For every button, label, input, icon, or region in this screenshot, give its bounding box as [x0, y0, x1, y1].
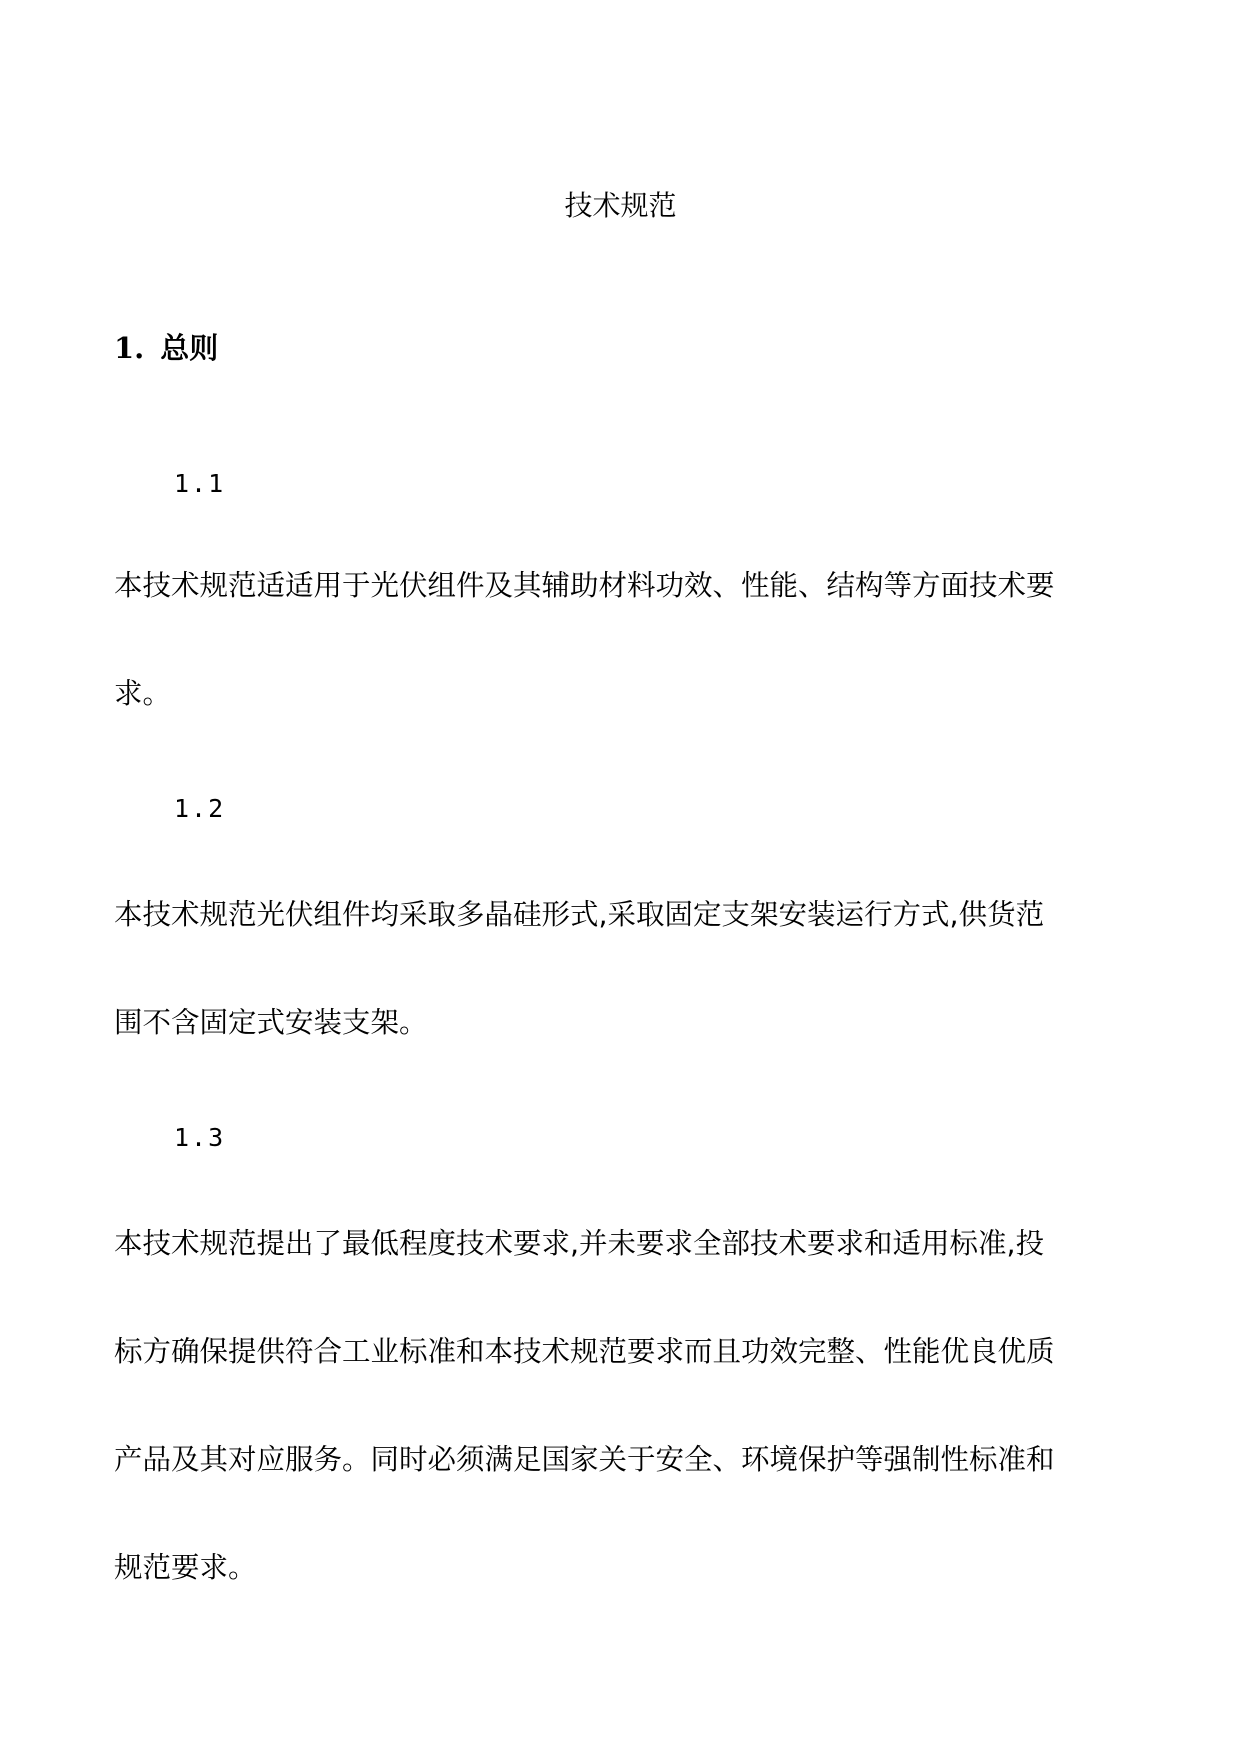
document-title: 技术规范 [564, 189, 677, 222]
paragraph-line: 本技术规范光伏组件均采取多晶硅形式,采取固定支架安装运行方式,供货范 [114, 898, 1045, 931]
section-number: 1. [114, 331, 145, 365]
clause-number: 1.1 [174, 469, 226, 498]
section-heading-text: 总则 [160, 331, 219, 365]
paragraph-line: 规范要求。 [114, 1551, 257, 1584]
paragraph-line: 围不含固定式安装支架。 [114, 1006, 428, 1039]
paragraph-line: 求。 [114, 677, 172, 710]
paragraph-line: 标方确保提供符合工业标准和本技术规范要求而且功效完整、性能优良优质 [114, 1335, 1055, 1368]
paragraph-line: 本技术规范提出了最低程度技术要求,并未要求全部技术要求和适用标准,投 [114, 1227, 1045, 1260]
clause-number: 1.2 [174, 794, 226, 823]
paragraph-line: 本技术规范适适用于光伏组件及其辅助材料功效、性能、结构等方面技术要 [114, 569, 1055, 602]
paragraph-line: 产品及其对应服务。同时必须满足国家关于安全、环境保护等强制性标准和 [114, 1443, 1055, 1476]
clause-number: 1.3 [174, 1123, 226, 1152]
section-heading [114, 328, 218, 368]
